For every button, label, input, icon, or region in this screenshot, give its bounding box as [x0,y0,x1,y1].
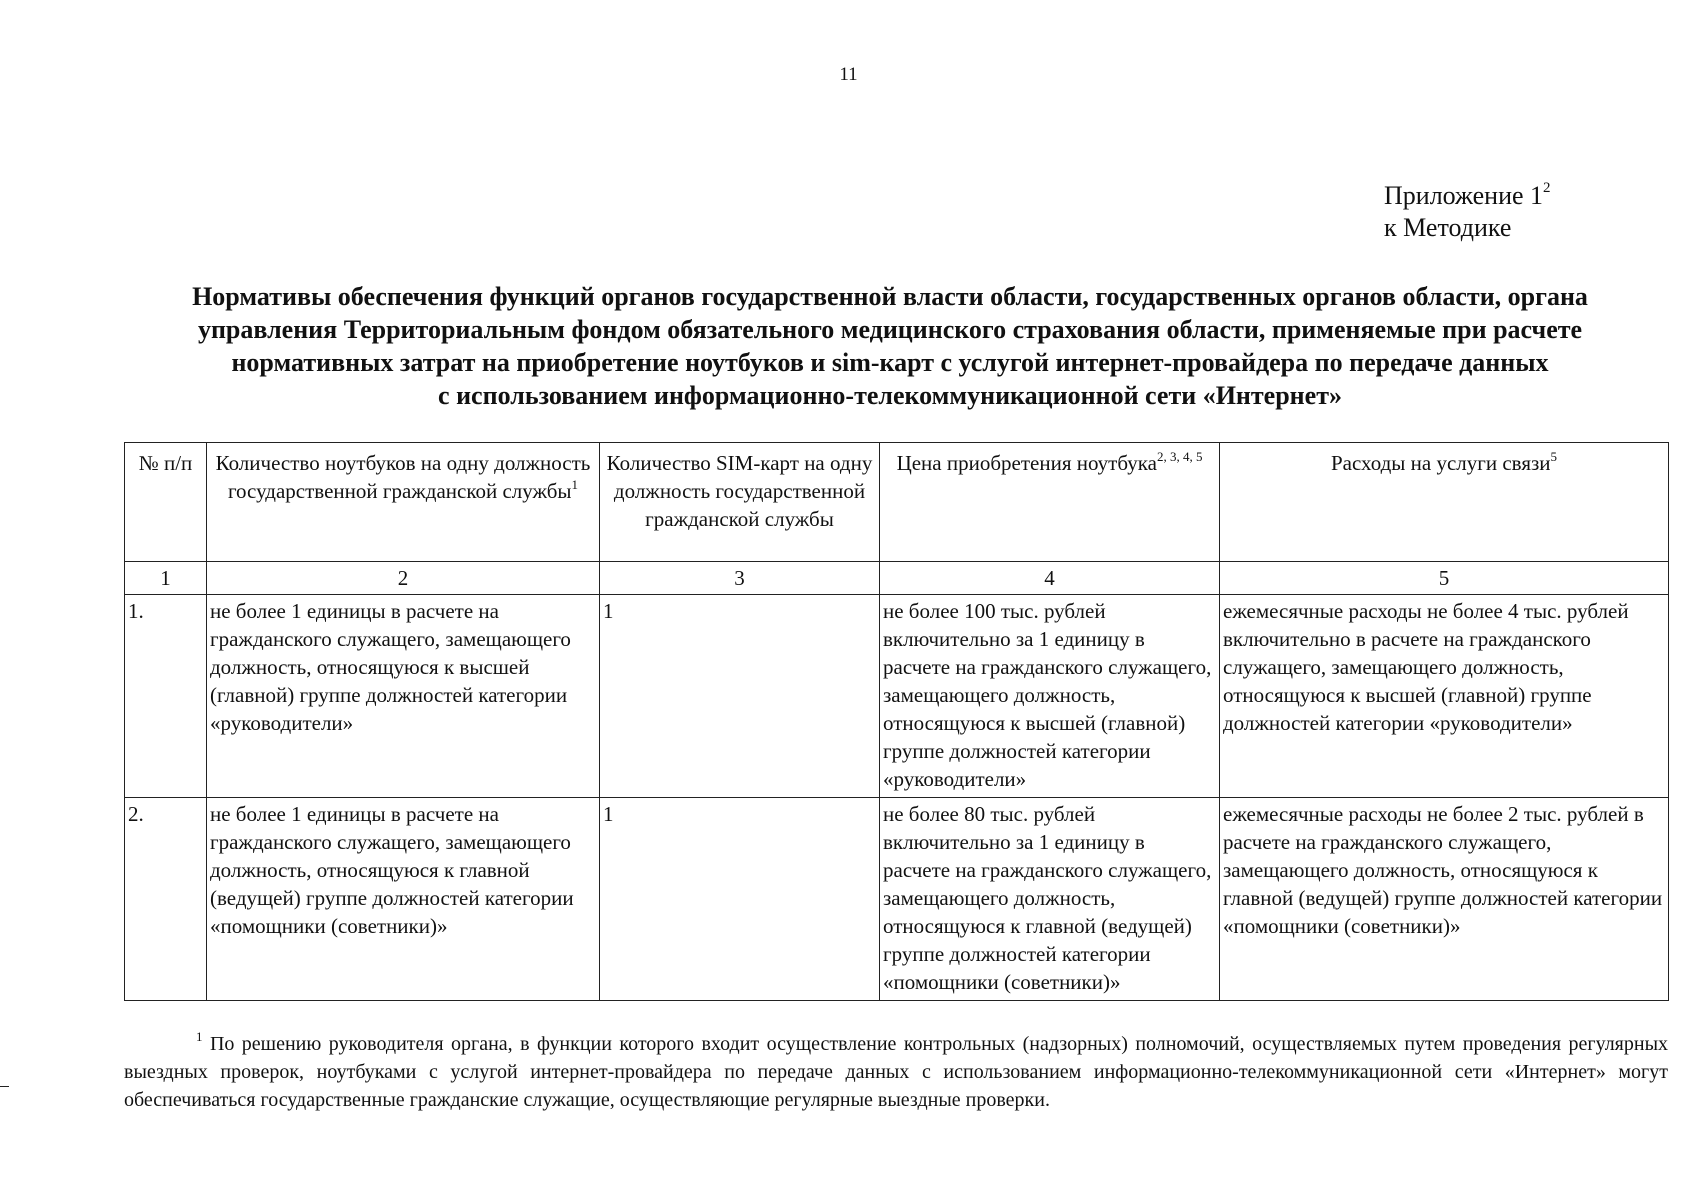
costs-norm: ежемесячные расходы не более 2 тыс. рублей в расчете на гражданского служащего, замещающего должность, относящуюся к главной (ведущей) группе должностей категории «помощники (советники)» [1220,798,1669,1001]
appendix-reference [1384,180,1551,244]
header-laptop-price [880,443,1220,562]
page-number: 11 [839,64,858,85]
appendix-methodology-line: к Методике [1384,213,1512,242]
price-norm: не более 100 тыс. рублей включительно за 1 единицу в расчете на гражданского служащего, замещающего должность, относящуюся к высшей (главной) группе должностей категории «руководители» [880,595,1220,798]
appendix-label-line [1384,180,1551,212]
column-number: 1 [125,562,207,595]
laptops-norm: не более 1 единицы в расчете на гражданского служащего, замещающего должность, относящуюся к главной (ведущей) группе должностей категории «помощники (советники)» [207,798,600,1001]
header-price-text: Цена приобретения ноутбука [896,451,1157,475]
price-norm: не более 80 тыс. рублей включительно за 1 единицу в расчете на гражданского служащего, замещающего должность, относящуюся к главной (ведущей) группе должностей категории «помощники (советники)» [880,798,1220,1001]
footnote-marker: 1 [196,1029,203,1044]
header-price-sup: 2, 3, 4, 5 [1156,449,1203,464]
title-line: с использованием информационно-телекоммуникационной сети «Интернет» [438,381,1342,410]
header-number [125,443,207,562]
header-laptops-text: Количество ноутбуков на одну должность государственной гражданской службы [215,451,591,503]
header-sim-text: Количество SIM-карт на одну должность государственной гражданской службы [606,451,873,531]
header-laptops-sup: 1 [571,477,579,492]
table-row [125,595,1669,798]
table-row [125,798,1669,1001]
column-number: 3 [600,562,880,595]
sim-norm: 1 [600,798,880,1001]
laptops-norm: не более 1 единицы в расчете на гражданского служащего, замещающего должность, относящуюся к высшей (главной) группе должностей категории «руководители» [207,595,600,798]
title-line: Нормативы обеспечения функций органов государственной власти области, государственных органов области, органа [192,282,1588,311]
costs-norm: ежемесячные расходы не более 4 тыс. рублей включительно в расчете на гражданского служащего, замещающего должность, относящуюся к высшей (главной) группе должностей категории «руководители» [1220,595,1669,798]
title-line: управления Территориальным фондом обязательного медицинского страхования области, применяемые при расчете [197,315,1583,344]
appendix-label: Приложение 1 [1384,181,1544,210]
header-costs-text: Расходы на услуги связи [1330,451,1551,475]
header-communication-costs [1220,443,1669,562]
document-title [120,280,1660,412]
sim-norm: 1 [600,595,880,798]
norms-table [124,442,1669,1001]
margin-dash [0,1086,9,1087]
header-number-text: № п/п [138,451,193,475]
header-costs-sup: 5 [1550,449,1558,464]
table-header-row [125,443,1669,562]
footnote [124,1030,1668,1114]
column-number: 4 [880,562,1220,595]
row-number: 1. [125,595,207,798]
title-line: нормативных затрат на приобретение ноутбуков и sim-карт с услугой интернет-провайдера по передаче данных [231,348,1549,377]
column-number-row [125,562,1669,595]
column-number: 2 [207,562,600,595]
footnote-text: По решению руководителя органа, в функции которого входит осуществление контрольных (надзорных) полномочий, осуществляемых путем проведения регулярных выездных проверок, ноутбуками с услугой интернет-провайдера по передаче данных с использованием информационно-телекоммуникационной сети «Интернет» могут обеспечиваться государственные гражданские служащие, осуществляющие регулярные выездные проверки. [124,1033,1669,1111]
header-laptops-count [207,443,600,562]
row-number: 2. [125,798,207,1001]
appendix-superscript: 2 [1543,180,1551,196]
header-sim-count [600,443,880,562]
column-number: 5 [1220,562,1669,595]
